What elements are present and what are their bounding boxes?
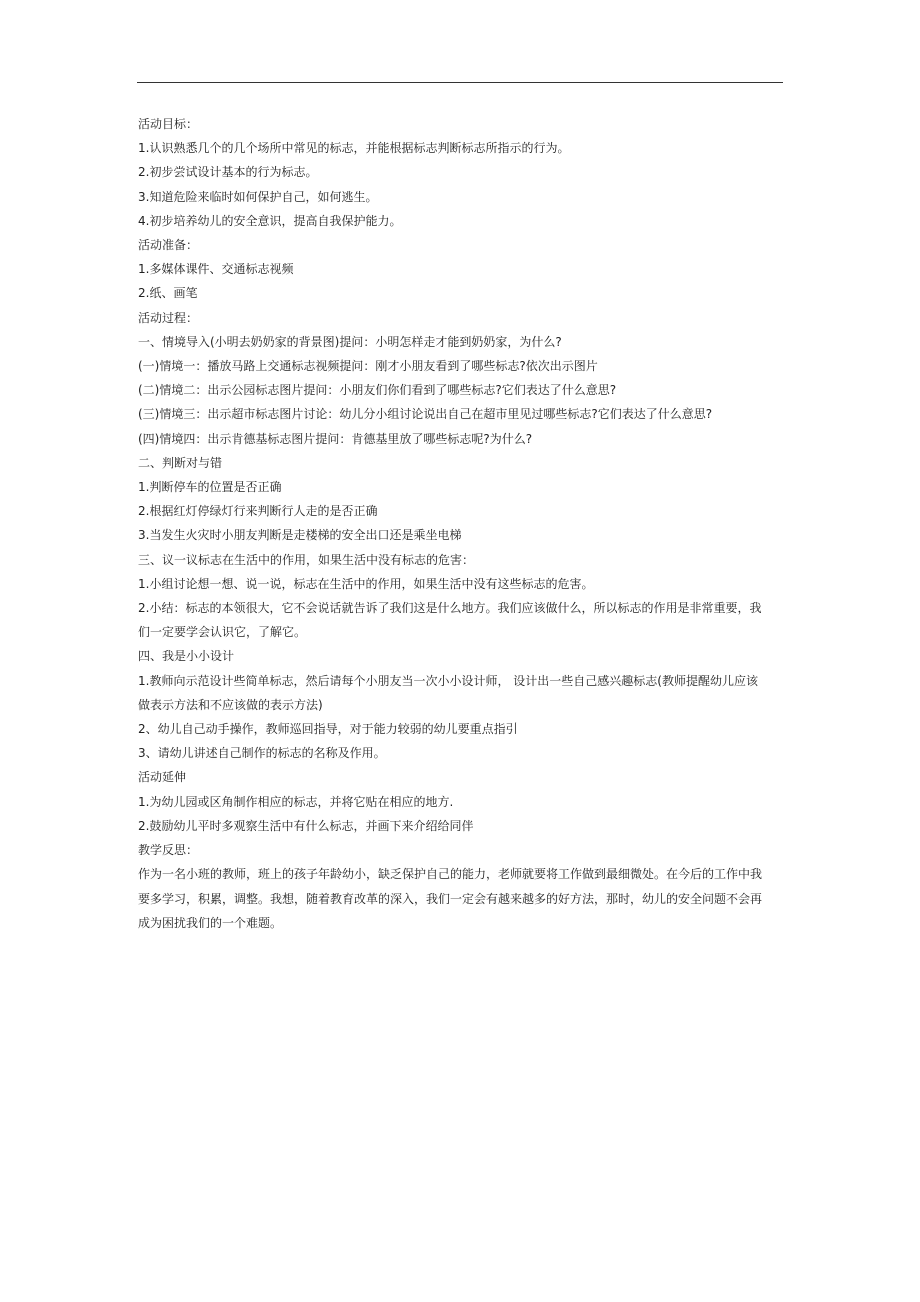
process-step-1: 一、情境导入(小明去奶奶家的背景图)提问：小明怎样走才能到奶奶家，为什么? [138, 334, 562, 349]
scenario-3: (三)情境三：出示超市标志图片讨论：幼儿分小组讨论说出自己在超市里见过哪些标志?它们表达了什么意思? [138, 407, 713, 422]
section-heading-preparation: 活动准备： [138, 238, 199, 253]
extension-item-2: 2.鼓励幼儿平时多观察生活中有什么标志，并画下来介绍给同伴 [138, 818, 474, 833]
design-item-1: 1.教师向示范设计些简单标志，然后请每个小朋友当一次小小设计师， 设计出一些自己感兴趣标志(教师提醒幼儿应该 [138, 673, 758, 688]
design-item-1-cont: 做表示方法和不应该做的表示方法) [138, 697, 323, 712]
reflection-line-3: 成为困扰我们的一个难题。 [138, 915, 283, 930]
scenario-1: (一)情境一：播放马路上交通标志视频提问：刚才小朋友看到了哪些标志?依次出示图片 [138, 359, 598, 374]
goal-item-4: 4.初步培养幼儿的安全意识，提高自我保护能力。 [138, 213, 402, 228]
scenario-2: (二)情境二：出示公园标志图片提问：小朋友们你们看到了哪些标志?它们表达了什么意思? [138, 383, 617, 398]
section-heading-goals: 活动目标： [138, 117, 199, 131]
judge-item-3: 3.当发生火灾时小朋友判断是走楼梯的安全出口还是乘坐电梯 [138, 528, 462, 543]
discuss-item-1: 1.小组讨论想一想、说一说，标志在生活中的作用，如果生活中没有这些标志的危害。 [138, 576, 594, 591]
goal-item-2: 2.初步尝试设计基本的行为标志。 [138, 165, 318, 180]
process-step-4: 四、我是小小设计 [138, 649, 235, 664]
extension-item-1: 1.为幼儿园或区角制作相应的标志，并将它贴在相应的地方. [138, 794, 454, 809]
discuss-item-2: 2.小结：标志的本领很大，它不会说话就告诉了我们这是什么地方。我们应该做什么，所以标志的作用是非常重要，我 [138, 601, 762, 616]
preparation-item-1: 1.多媒体课件、交通标志视频 [138, 262, 294, 277]
judge-item-1: 1.判断停车的位置是否正确 [138, 480, 282, 495]
process-step-3: 三、议一议标志在生活中的作用，如果生活中没有标志的危害： [138, 552, 475, 567]
preparation-item-2: 2.纸、画笔 [138, 286, 198, 301]
judge-item-2: 2.根据红灯停绿灯行来判断行人走的是否正确 [138, 504, 378, 519]
reflection-line-2: 要多学习，积累，调整。我想，随着教育改革的深入，我们一定会有越来越多的好方法，那时，幼儿的安全问题不会再 [138, 891, 763, 906]
goal-item-3: 3.知道危险来临时如何保护自己，如何逃生。 [138, 189, 378, 204]
section-heading-extension: 活动延伸 [138, 770, 187, 785]
scenario-4: (四)情境四：出示肯德基标志图片提问：肯德基里放了哪些标志呢?为什么? [138, 431, 533, 446]
discuss-item-2-cont: 们一定要学会认识它，了解它。 [138, 625, 307, 640]
section-heading-reflection: 教学反思： [138, 843, 199, 858]
header-rule [137, 82, 783, 83]
goal-item-1: 1.认识熟悉几个的几个场所中常见的标志，并能根据标志判断标志所指示的行为。 [138, 141, 570, 156]
process-step-2: 二、判断对与错 [138, 455, 223, 470]
design-item-3: 3、请幼儿讲述自己制作的标志的名称及作用。 [138, 746, 386, 761]
reflection-line-1: 作为一名小班的教师，班上的孩子年龄幼小，缺乏保护自己的能力，老师就要将工作做到最细微处。在今后的工作中我 [138, 867, 763, 882]
section-heading-process: 活动过程： [138, 310, 199, 325]
document-body [138, 112, 784, 935]
design-item-2: 2、幼儿自己动手操作，教师巡回指导，对于能力较弱的幼儿要重点指引 [138, 722, 518, 737]
